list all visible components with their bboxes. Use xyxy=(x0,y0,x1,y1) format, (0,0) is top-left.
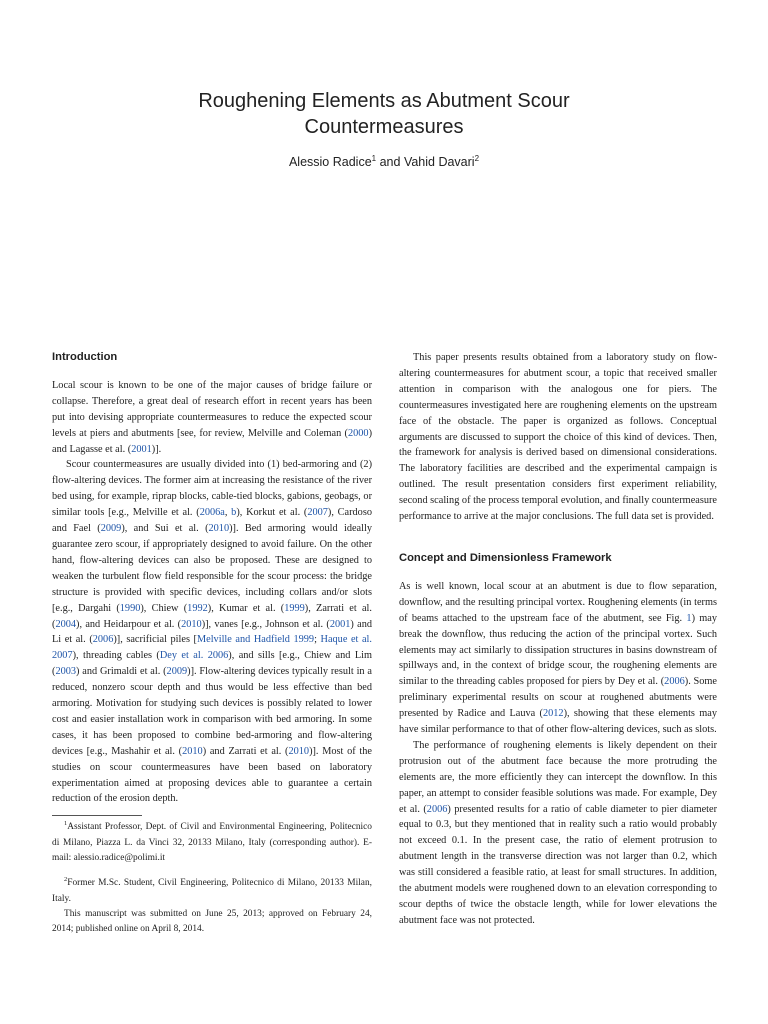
text-run: )]. Most of the studies on scour countermeasures have been based on laboratory experimentation aimed at proposing devices able to guarantee a certain reduction of the erosion depth. xyxy=(52,745,373,805)
citation-link[interactable]: 2010 xyxy=(288,745,310,757)
citation-link[interactable]: 1990 xyxy=(119,602,141,614)
citation-link[interactable]: 1999 xyxy=(284,602,305,614)
intro-paragraph-2 xyxy=(52,457,372,807)
text-run: ), threading cables ( xyxy=(72,650,160,662)
author-list xyxy=(0,154,768,169)
right-column xyxy=(399,350,717,929)
text-run: As is well known, local scour at an abutment is due to flow separation, downflow, and the resulting principal vortex. Roughening elements (in terms of beams attached to the upstream face of the abutment, see Fig. xyxy=(399,580,717,624)
text-run: ) presented results for a ratio of cable diameter to pier diameter equal to 0.3, but they mentioned that in reality such a ratio would probably not exceed 0.1. In the present case, the ratio of element protrusion to abutment length in the transverse direction was not larger than 0.2, which was still considered a feasible ratio, at least for small structures. In addition, the abutment models were roughened down to an elevation corresponding to scour depths of twice the obstacle length, while for lower elevations the abutment face was not protected. xyxy=(399,803,718,926)
overview-paragraph: This paper presents results obtained from a laboratory study on flow-altering countermeasures for abutment scour, a topic that received smaller attention in comparison with the analogous one for piers. The countermeasures investigated here are roughening elements on the upstream face of the obstacle. The paper is organized as follows. Conceptual arguments are discussed to support the choice of this kind of devices. Then, the framework for analysis is derived based on dimensional considerations. The laboratory facilities are described and the experimental campaign is outlined. The result presentation considers first experiment reliability, second scaling of the process temporal evolution, and finally countermeasure performance to arrive at the major conclusions. The full data set is provided. xyxy=(399,352,717,523)
citation-link[interactable]: Dey et al. 2006 xyxy=(159,650,229,662)
text-run: Scour countermeasures are usually divided into (1) bed-armoring and (2) flow-altering devices. The former aim at increasing the resistance of the river bed using, for example, riprap blocks, cable-tied blocks, gabions, geobags, or similar tools [e.g., Melville et al. ( xyxy=(52,459,372,519)
concept-heading: Concept and Dimensionless Framework xyxy=(399,551,612,564)
footnotes xyxy=(52,816,372,937)
paper-title xyxy=(0,88,768,140)
intro-paragraph-1 xyxy=(52,378,372,458)
author-conjunction: and xyxy=(379,155,401,169)
text-run: ) may break the downflow, thus reducing the action of the principal vortex. Such elements may act similarly to dissipation structures in basins downstream of spillways and, in the context of bridge scour, the roughening elements are similar to the threading cables proposed for piers by Dey et al. ( xyxy=(399,612,717,688)
text-run: ) and Li et al. ( xyxy=(52,618,372,646)
text-run: ) and Zarrati et al. ( xyxy=(202,745,289,757)
author-1-mark: 1 xyxy=(371,154,377,163)
citation-link[interactable]: 2009 xyxy=(166,666,188,678)
citation-link[interactable]: b xyxy=(231,507,237,519)
text-run: ), and sills [e.g., Chiew and Lim ( xyxy=(52,650,372,678)
citation-link[interactable]: 2009 xyxy=(100,523,122,535)
author-2-mark: 2 xyxy=(474,154,480,163)
concept-paragraph-2 xyxy=(399,738,717,929)
text-run: ), Chiew ( xyxy=(140,602,188,614)
citation-link[interactable]: 2006 xyxy=(426,803,448,815)
concept-paragraph-1 xyxy=(399,579,717,738)
text-run: ), and Heidarpour et al. ( xyxy=(76,618,182,630)
text-run: ; xyxy=(314,634,321,646)
citation-link[interactable]: Haque et al. 2007 xyxy=(52,634,372,662)
text-run: ) and Grimaldi et al. ( xyxy=(76,666,167,678)
text-run: Local scour is known to be one of the major causes of bridge failure or collapse. Therefore, a great deal of research effort in recent years has been put into devising appropriate countermeasures to reduce the expected scour levels at piers and abutments [see, for review, Melville and Coleman ( xyxy=(52,379,372,439)
footnote-1 xyxy=(52,816,372,866)
text-run: )]. Flow-altering devices typically result in a reduced, nonzero scour depth and thus would be less effective than bed armoring. Motivation for studying such devices is possibly related to lower cost and easier installation work in comparison with bed armoring. In some cases, it has been proposed to combine bed-armoring and flow-altering devices [e.g., Mashahir et al. ( xyxy=(52,666,372,757)
citation-link[interactable]: 2001 xyxy=(329,618,351,630)
footnote-2 xyxy=(52,872,372,907)
text-run: , xyxy=(224,507,232,519)
text-run: ). Some preliminary experimental results on scour at roughened abutments were presented by Radice and Lauva ( xyxy=(399,676,717,720)
text-run: ), Zarrati et al. ( xyxy=(52,602,372,630)
citation-link[interactable]: Melville and Hadfield 1999 xyxy=(196,634,315,646)
citation-link[interactable]: 2000 xyxy=(347,427,369,439)
manuscript-note: This manuscript was submitted on June 25, 2013; approved on February 24, 2014; published online on April 8, 2014. xyxy=(52,908,372,935)
citation-link[interactable]: 2010 xyxy=(182,745,203,757)
citation-link[interactable]: 2012 xyxy=(542,708,564,720)
citation-link[interactable]: 2010 xyxy=(208,523,230,535)
citation-link[interactable]: 2003 xyxy=(55,666,77,678)
citation-link[interactable]: 2007 xyxy=(307,507,328,519)
citation-link[interactable]: 2004 xyxy=(55,618,77,630)
introduction-heading: Introduction xyxy=(52,351,118,363)
author-2: Vahid Davari xyxy=(403,155,475,169)
text-run: ), showing that these elements may have similar performance to that of other flow-altering devices, such as slots. xyxy=(399,708,717,736)
footnote-2-text: Former M.Sc. Student, Civil Engineering, Politecnico di Milano, 20133 Milan, Italy. xyxy=(52,878,372,904)
citation-link[interactable]: 1992 xyxy=(187,602,208,614)
title-line-2: Countermeasures xyxy=(304,116,464,138)
text-run: )], sacrificial piles [ xyxy=(113,634,197,646)
text-run: ), Korkut et al. ( xyxy=(236,507,308,519)
text-run: The performance of roughening elements is likely dependent on their protrusion out of the abutment face because the more protruding the elements are, the more efficiently they can intercept the downflow. In this paper, an attempt to consider feasible solutions was made. For example, Dey et al. ( xyxy=(399,739,717,815)
footnote-1-mark: 1 xyxy=(64,820,68,828)
footnote-2-mark: 2 xyxy=(64,876,68,884)
author-1: Alessio Radice xyxy=(288,155,372,169)
text-run: )], vanes [e.g., Johnson et al. ( xyxy=(201,618,330,630)
text-run: ) and Lagasse et al. ( xyxy=(52,427,372,455)
citation-link[interactable]: 2006 xyxy=(92,634,114,646)
text-run: ), and Sui et al. ( xyxy=(121,523,209,535)
footnote-1-text: Assistant Professor, Dept. of Civil and Environmental Engineering, Politecnico di Milano, Piazza L. da Vinci 32, 20133 Milano, Italy (corresponding author). E-mail: alessio.radice@polimi.it xyxy=(52,822,372,863)
text-run: ), Cardoso and Fael ( xyxy=(52,507,372,535)
citation-link[interactable]: 1 xyxy=(686,612,692,624)
citation-link[interactable]: 2006 xyxy=(664,676,685,688)
text-run: ), Kumar et al. ( xyxy=(207,602,285,614)
text-run: )]. Bed armoring would ideally guarantee zero scour, if appropriately designed to avoid failure. On the other hand, flow-altering devices can also be proposed. These are designed to weaken the turbulent flow field responsible for the scour process: the bridge structure is provided with specific devices, including collars and/or slots [e.g., Dargahi ( xyxy=(52,523,372,614)
citation-link[interactable]: 2006a xyxy=(199,507,225,519)
left-column xyxy=(52,350,372,937)
citation-link[interactable]: 2010 xyxy=(181,618,202,630)
text-run: )]. xyxy=(151,443,162,455)
citation-link[interactable]: 2001 xyxy=(131,443,152,455)
title-line-1: Roughening Elements as Abutment Scour xyxy=(198,90,570,112)
